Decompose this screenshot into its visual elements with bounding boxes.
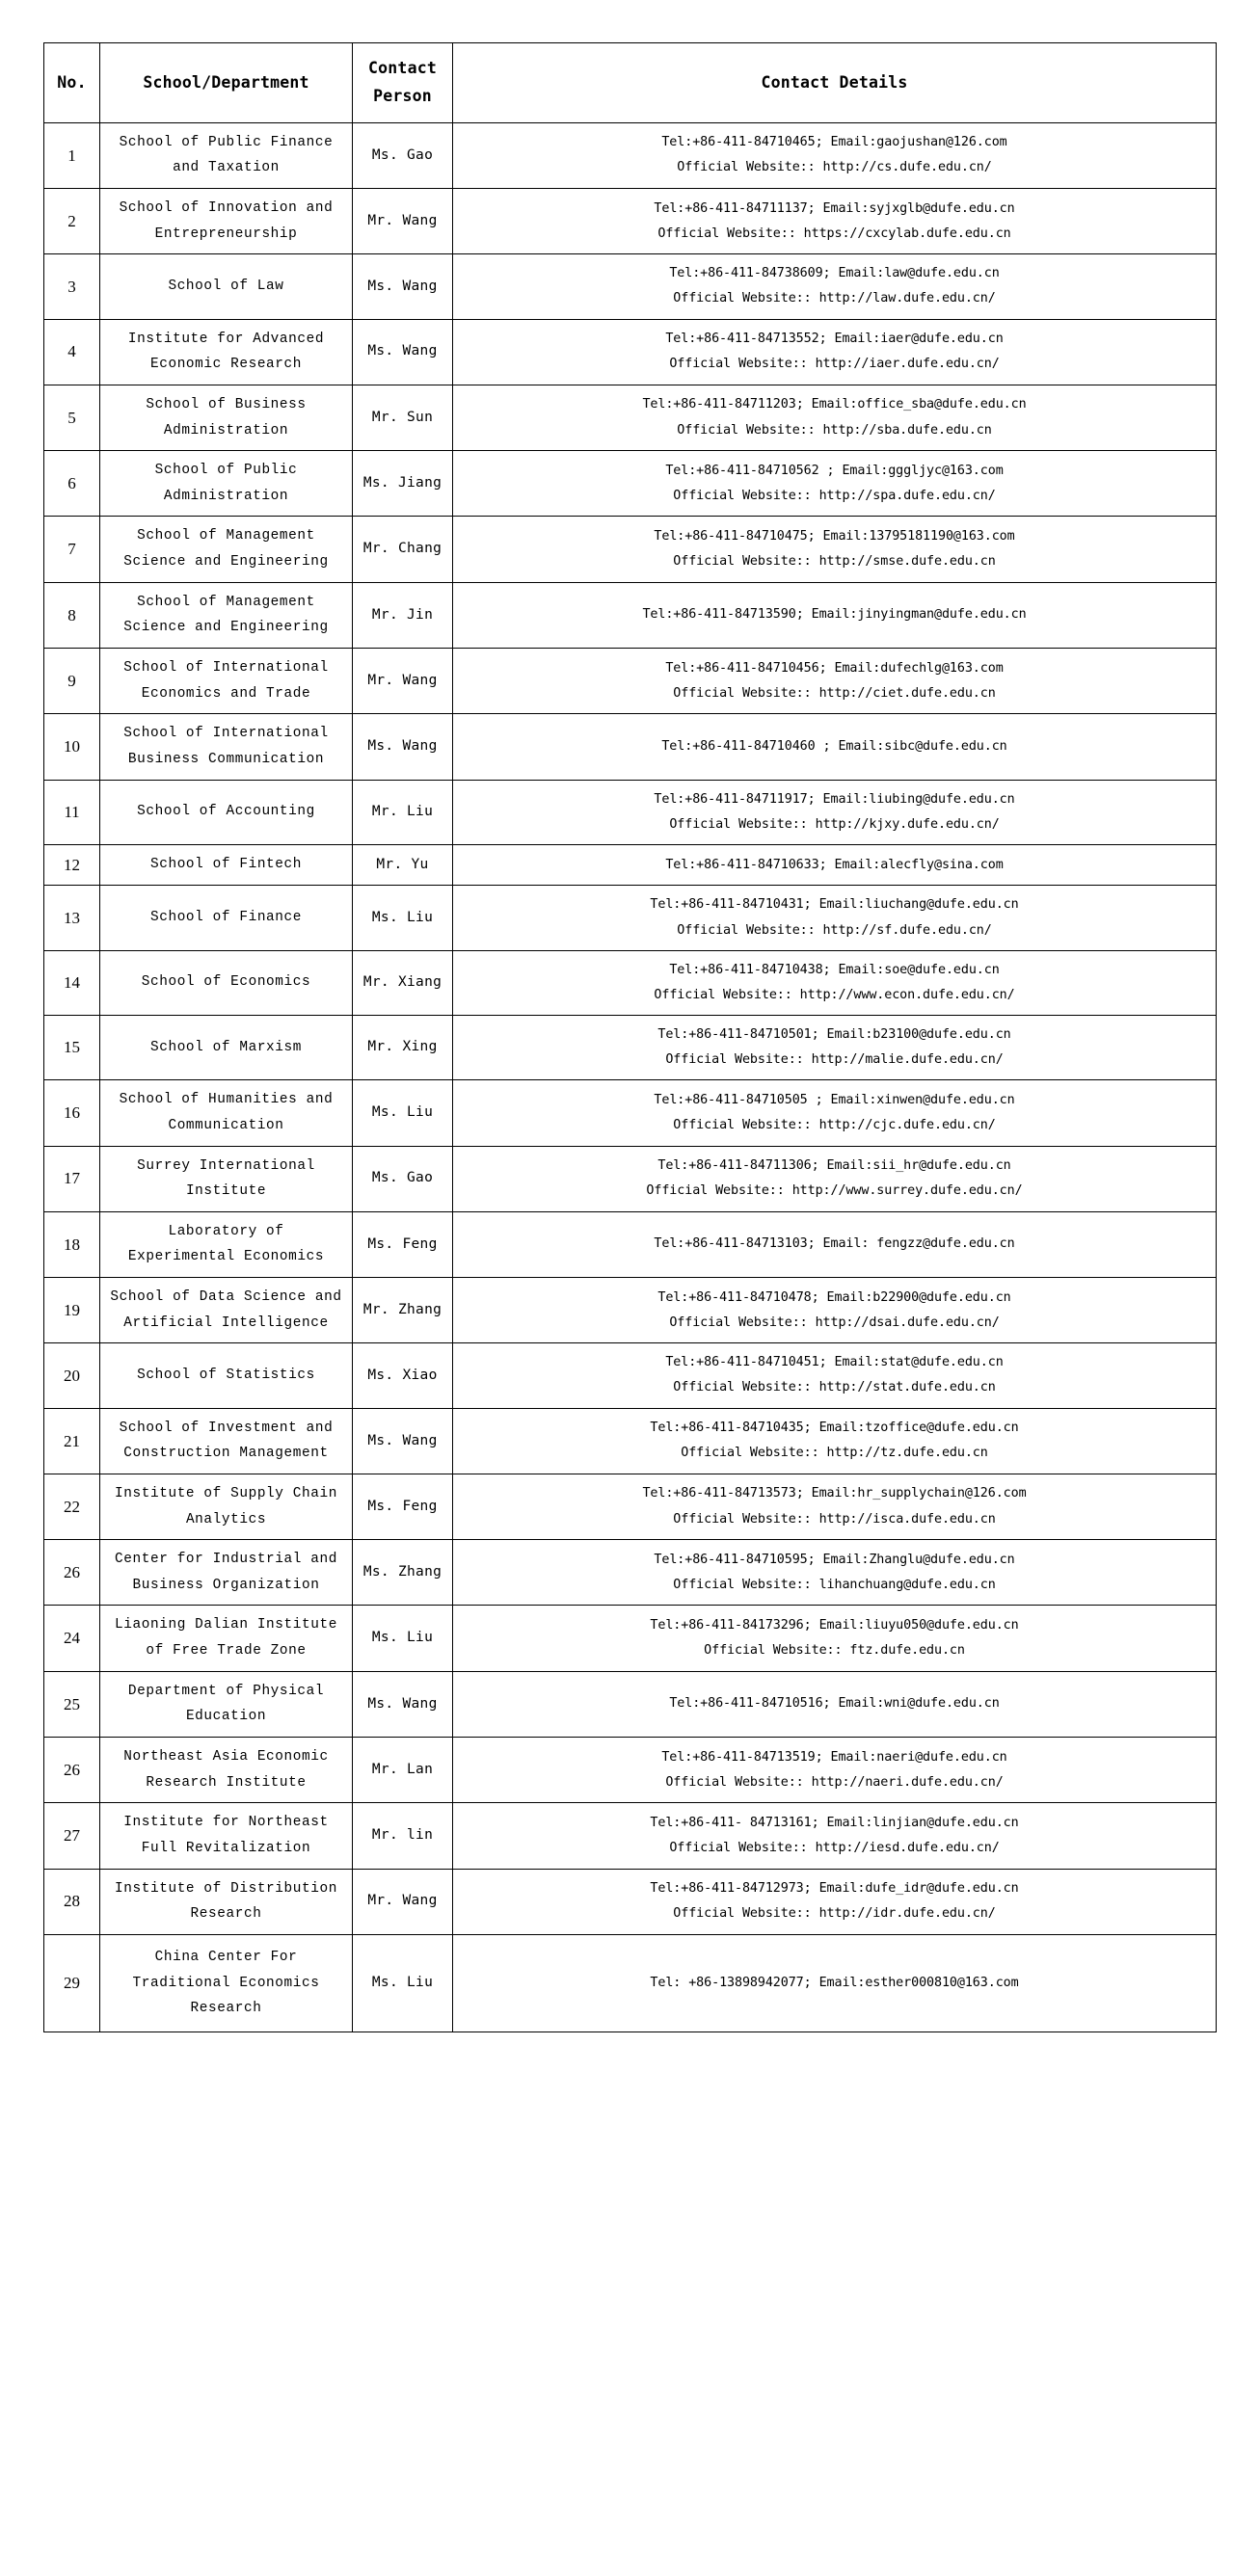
school-department-line: School of Management — [137, 528, 315, 544]
row-number: 1 — [44, 122, 100, 188]
school-department-line: of Free Trade Zone — [146, 1643, 307, 1660]
contact-details-line: Tel:+86-411-84710478; Email:b22900@dufe.edu.cn — [657, 1289, 1011, 1305]
school-department-line: Entrepreneurship — [154, 226, 298, 242]
row-number: 26 — [44, 1540, 100, 1606]
school-department-name — [100, 1540, 353, 1606]
contact-details-line: Official Website:: http://cs.dufe.edu.cn/ — [677, 160, 992, 175]
row-number: 15 — [44, 1015, 100, 1079]
contact-details-line: Official Website:: http://kjxy.dufe.edu.cn/ — [669, 816, 1000, 832]
table-row — [44, 1343, 1217, 1408]
contact-details-line: Tel:+86-411-84711203; Email:office_sba@dufe.edu.cn — [642, 397, 1027, 412]
row-number: 10 — [44, 714, 100, 780]
school-department-name — [100, 1671, 353, 1737]
school-department-line: Construction Management — [123, 1446, 329, 1462]
contact-person-name: Ms. Wang — [353, 254, 453, 319]
table-row — [44, 1869, 1217, 1934]
contact-person-name: Ms. Feng — [353, 1474, 453, 1539]
contact-details — [453, 582, 1217, 648]
school-department-line: Artificial Intelligence — [123, 1315, 329, 1331]
table-row — [44, 1934, 1217, 2032]
row-number: 22 — [44, 1474, 100, 1539]
contact-details — [453, 1540, 1217, 1606]
contact-person-name: Ms. Wang — [353, 714, 453, 780]
contact-person-name: Ms. Liu — [353, 1934, 453, 2032]
school-department-name — [100, 1278, 353, 1343]
school-department-name — [100, 1738, 353, 1803]
table-row — [44, 780, 1217, 844]
contact-person-name: Mr. Jin — [353, 582, 453, 648]
contact-person-name: Ms. Feng — [353, 1211, 453, 1277]
contact-details-line: Tel:+86-411-84713519; Email:naeri@dufe.edu.cn — [661, 1749, 1007, 1765]
row-number: 29 — [44, 1934, 100, 2032]
contact-person-name: Mr. Wang — [353, 189, 453, 254]
school-department-line: Research Institute — [146, 1774, 307, 1791]
school-department-line: School of International — [123, 660, 329, 676]
contact-details-line: Tel:+86-411-84710501; Email:b23100@dufe.edu.cn — [657, 1026, 1011, 1042]
table-row — [44, 649, 1217, 714]
contact-details — [453, 886, 1217, 950]
row-number: 25 — [44, 1671, 100, 1737]
contact-person-name: Mr. Zhang — [353, 1278, 453, 1343]
column-header-no: No. — [44, 43, 100, 123]
row-number: 17 — [44, 1146, 100, 1211]
contact-details-line: Tel:+86-411-84710451; Email:stat@dufe.edu.cn — [665, 1355, 1004, 1370]
row-number: 3 — [44, 254, 100, 319]
contact-details-line: Tel:+86-411-84711137; Email:syjxglb@dufe.edu.cn — [654, 200, 1015, 216]
school-department-line: Research — [190, 2001, 262, 2017]
contact-person-name: Mr. Wang — [353, 649, 453, 714]
school-department-line: Liaoning Dalian Institute — [115, 1617, 337, 1633]
contact-details-line: Official Website:: http://tz.dufe.edu.cn — [681, 1446, 988, 1461]
school-department-name — [100, 1015, 353, 1079]
contact-details — [453, 1211, 1217, 1277]
contact-details — [453, 844, 1217, 886]
contact-details-line: Tel:+86-411-84710595; Email:Zhanglu@dufe.edu.cn — [654, 1552, 1015, 1567]
school-department-line: School of Finance — [149, 910, 302, 926]
table-row — [44, 122, 1217, 188]
contact-details — [453, 1080, 1217, 1146]
contact-details-line: Official Website:: http://cjc.dufe.edu.cn/ — [673, 1117, 996, 1132]
contact-details-line: Official Website:: http://law.dufe.edu.cn/ — [673, 291, 996, 306]
contact-details-line: Official Website:: http://www.econ.dufe.edu.cn/ — [654, 987, 1015, 1002]
school-department-name — [100, 517, 353, 582]
row-number: 6 — [44, 451, 100, 517]
table-row — [44, 886, 1217, 950]
contact-details — [453, 189, 1217, 254]
table-header — [44, 43, 1217, 123]
contact-person-name: Ms. Wang — [353, 1408, 453, 1474]
contact-person-name: Mr. Wang — [353, 1869, 453, 1934]
row-number: 12 — [44, 844, 100, 886]
contact-person-name: Mr. Lan — [353, 1738, 453, 1803]
contact-details-line: Tel:+86-411-84738609; Email:law@dufe.edu.cn — [669, 266, 1000, 281]
table-row — [44, 1278, 1217, 1343]
table-row — [44, 1738, 1217, 1803]
contact-details-line: Official Website:: http://spa.dufe.edu.cn/ — [673, 488, 996, 503]
table-row — [44, 1474, 1217, 1539]
school-department-line: School of Investment and — [119, 1420, 334, 1436]
column-header-contact-person — [353, 43, 453, 123]
row-number: 7 — [44, 517, 100, 582]
column-header-contact-person-line2: Person — [373, 86, 432, 105]
school-department-line: Institute of Supply Chain — [115, 1485, 337, 1501]
contact-details-line: Official Website:: lihanchuang@dufe.edu.cn — [673, 1577, 996, 1592]
school-department-line: School of Business — [146, 396, 307, 412]
column-header-school: School/Department — [100, 43, 353, 123]
school-department-line: Science and Engineering — [123, 554, 329, 571]
contact-details-line: Official Website:: http://dsai.dufe.edu.cn/ — [669, 1315, 1000, 1330]
school-department-line: Center for Industrial and — [115, 1552, 337, 1568]
contact-details — [453, 122, 1217, 188]
school-contact-table — [43, 42, 1217, 2032]
contact-person-name: Ms. Jiang — [353, 451, 453, 517]
contact-details — [453, 254, 1217, 319]
school-department-name — [100, 886, 353, 950]
school-department-name — [100, 714, 353, 780]
table-row — [44, 1803, 1217, 1869]
contact-details-line: Official Website:: http://stat.dufe.edu.cn — [673, 1380, 996, 1395]
school-department-line: School of Public — [154, 463, 298, 479]
contact-details-line: Tel:+86-411-84711917; Email:liubing@dufe.edu.cn — [654, 791, 1015, 807]
contact-details — [453, 950, 1217, 1015]
school-department-line: China Center For — [154, 1949, 298, 1965]
contact-person-name: Ms. Wang — [353, 319, 453, 385]
contact-person-name: Ms. Liu — [353, 1606, 453, 1671]
contact-details-line: Tel:+86-411- 84713161; Email:linjian@dufe.edu.cn — [650, 1815, 1019, 1830]
school-department-name — [100, 582, 353, 648]
school-department-line: Department of Physical — [127, 1683, 325, 1699]
row-number: 4 — [44, 319, 100, 385]
school-department-name — [100, 1606, 353, 1671]
contact-details — [453, 1474, 1217, 1539]
contact-details-line: Official Website:: http://iesd.dufe.edu.cn/ — [669, 1840, 1000, 1855]
contact-person-name: Ms. Zhang — [353, 1540, 453, 1606]
table-row — [44, 254, 1217, 319]
contact-details — [453, 451, 1217, 517]
contact-details-line: Official Website:: https://cxcylab.dufe.edu.cn — [657, 226, 1011, 241]
row-number: 5 — [44, 385, 100, 450]
row-number: 13 — [44, 886, 100, 950]
school-department-line: Research — [190, 1906, 262, 1923]
contact-details — [453, 1015, 1217, 1079]
school-department-name — [100, 1211, 353, 1277]
contact-details-line: Tel:+86-411-84710505 ; Email:xinwen@dufe.edu.cn — [654, 1092, 1015, 1107]
contact-details-line: Tel:+86-411-84710465; Email:gaojushan@126.com — [661, 135, 1007, 150]
contact-person-name: Mr. Sun — [353, 385, 453, 450]
school-department-line: Communication — [168, 1117, 284, 1133]
table-row — [44, 582, 1217, 648]
row-number: 8 — [44, 582, 100, 648]
contact-person-name: Ms. Liu — [353, 1080, 453, 1146]
contact-details — [453, 1869, 1217, 1934]
school-department-name — [100, 1408, 353, 1474]
school-department-line: Northeast Asia Economic — [123, 1749, 329, 1766]
contact-person-name: Mr. Xiang — [353, 950, 453, 1015]
school-department-line: School of Data Science and — [110, 1289, 342, 1306]
contact-details-line: Official Website:: ftz.dufe.edu.cn — [704, 1643, 965, 1659]
school-department-name — [100, 780, 353, 844]
contact-details-line: Tel:+86-411-84710438; Email:soe@dufe.edu.cn — [669, 962, 1000, 977]
row-number: 18 — [44, 1211, 100, 1277]
table-row — [44, 1146, 1217, 1211]
contact-details — [453, 1934, 1217, 2032]
contact-person-name: Mr. Liu — [353, 780, 453, 844]
contact-details-line: Tel:+86-411-84710431; Email:liuchang@dufe.edu.cn — [650, 897, 1019, 913]
contact-details-line: Tel:+86-411-84713552; Email:iaer@dufe.edu.cn — [665, 332, 1004, 347]
row-number: 26 — [44, 1738, 100, 1803]
contact-person-name: Ms. Gao — [353, 122, 453, 188]
contact-details — [453, 714, 1217, 780]
contact-details-line: Official Website:: http://isca.dufe.edu.cn — [673, 1511, 996, 1527]
contact-details-line: Tel:+86-411-84710562 ; Email:gggljyc@163.com — [665, 463, 1004, 478]
contact-details — [453, 1803, 1217, 1869]
school-department-name — [100, 319, 353, 385]
table-body — [44, 122, 1217, 2032]
row-number: 19 — [44, 1278, 100, 1343]
contact-details-line: Tel:+86-411-84710516; Email:wni@dufe.edu.cn — [669, 1696, 1000, 1712]
row-number: 21 — [44, 1408, 100, 1474]
contact-details — [453, 1606, 1217, 1671]
school-department-name — [100, 189, 353, 254]
row-number: 14 — [44, 950, 100, 1015]
contact-details — [453, 1738, 1217, 1803]
school-department-name — [100, 1343, 353, 1408]
contact-details-line: Tel:+86-411-84710475; Email:13795181190@163.com — [654, 528, 1015, 544]
contact-details-line: Tel:+86-411-84710435; Email:tzoffice@dufe.edu.cn — [650, 1421, 1019, 1436]
contact-details-line: Tel:+86-411-84173296; Email:liuyu050@dufe.edu.cn — [650, 1617, 1019, 1633]
school-department-line: Economic Research — [149, 357, 302, 373]
school-department-line: Experimental Economics — [127, 1249, 325, 1265]
row-number: 27 — [44, 1803, 100, 1869]
table-row — [44, 517, 1217, 582]
row-number: 11 — [44, 780, 100, 844]
school-department-line: Economics and Trade — [141, 685, 311, 702]
contact-details — [453, 649, 1217, 714]
table-row — [44, 1211, 1217, 1277]
contact-person-name: Ms. Wang — [353, 1671, 453, 1737]
contact-details-line: Official Website:: http://naeri.dufe.edu.cn/ — [665, 1774, 1004, 1790]
school-department-line: Institute — [185, 1183, 267, 1200]
contact-details-line: Official Website:: http://iaer.dufe.edu.cn/ — [669, 357, 1000, 372]
contact-details-line: Tel:+86-411-84713573; Email:hr_supplychain@126.com — [642, 1486, 1027, 1501]
contact-details-line: Official Website:: http://sba.dufe.edu.cn — [677, 422, 992, 438]
contact-details-line: Tel: +86-13898942077; Email:esther000810@163.com — [650, 1975, 1019, 1990]
school-department-name — [100, 122, 353, 188]
contact-details-line: Tel:+86-411-84713590; Email:jinyingman@dufe.edu.cn — [642, 607, 1027, 623]
contact-details — [453, 1146, 1217, 1211]
school-department-line: and Taxation — [173, 160, 280, 176]
contact-person-name: Ms. Liu — [353, 886, 453, 950]
school-department-line: Education — [185, 1709, 267, 1725]
school-department-line: Traditional Economics — [132, 1975, 320, 1991]
row-number: 9 — [44, 649, 100, 714]
school-department-name — [100, 1869, 353, 1934]
school-department-name — [100, 649, 353, 714]
table-row — [44, 950, 1217, 1015]
contact-details — [453, 1671, 1217, 1737]
school-department-name — [100, 844, 353, 886]
column-header-contact-person-line1: Contact — [368, 59, 437, 77]
school-department-line: School of Marxism — [149, 1039, 302, 1055]
school-department-line: Science and Engineering — [123, 620, 329, 636]
school-department-line: Business Communication — [127, 751, 325, 767]
school-department-name — [100, 451, 353, 517]
table-row — [44, 1540, 1217, 1606]
contact-details — [453, 1343, 1217, 1408]
column-header-contact-details: Contact Details — [453, 43, 1217, 123]
contact-person-name: Mr. Xing — [353, 1015, 453, 1079]
school-department-name — [100, 1934, 353, 2032]
contact-details — [453, 385, 1217, 450]
school-department-name — [100, 1474, 353, 1539]
school-department-line: School of Humanities and — [119, 1092, 334, 1108]
contact-details — [453, 319, 1217, 385]
contact-details-line: Tel:+86-411-84711306; Email:sii_hr@dufe.edu.cn — [657, 1158, 1011, 1173]
contact-details — [453, 517, 1217, 582]
school-department-line: School of Innovation and — [119, 200, 334, 217]
school-department-line: School of International — [123, 726, 329, 742]
school-department-line: School of Public Finance — [119, 134, 334, 150]
school-department-line: Institute for Advanced — [127, 331, 325, 347]
row-number: 16 — [44, 1080, 100, 1146]
contact-details-line: Official Website:: http://ciet.dufe.edu.cn — [673, 685, 996, 701]
contact-details-line: Official Website:: http://www.surrey.dufe.edu.cn/ — [646, 1183, 1023, 1199]
table-row — [44, 714, 1217, 780]
table-row — [44, 1015, 1217, 1079]
contact-details-line: Official Website:: http://idr.dufe.edu.cn/ — [673, 1906, 996, 1922]
contact-details-line: Official Website:: http://smse.dufe.edu.cn — [673, 554, 996, 570]
contact-details-line: Tel:+86-411-84710460 ; Email:sibc@dufe.edu.cn — [661, 738, 1007, 754]
contact-person-name: Mr. Chang — [353, 517, 453, 582]
school-department-name — [100, 1080, 353, 1146]
table-row — [44, 1080, 1217, 1146]
contact-details-line: Tel:+86-411-84712973; Email:dufe_idr@dufe.edu.cn — [650, 1881, 1019, 1897]
school-department-line: Laboratory of — [168, 1223, 284, 1239]
contact-details-line: Official Website:: http://malie.dufe.edu.cn/ — [665, 1052, 1004, 1068]
school-department-line: Institute of Distribution — [115, 1880, 337, 1897]
school-department-line: School of Management — [137, 594, 315, 610]
row-number: 2 — [44, 189, 100, 254]
school-department-line: Analytics — [185, 1511, 267, 1527]
school-department-line: School of Economics — [141, 974, 311, 991]
school-department-name — [100, 385, 353, 450]
table-row — [44, 451, 1217, 517]
school-department-line: Institute for Northeast — [123, 1815, 329, 1831]
contact-details — [453, 780, 1217, 844]
school-department-name — [100, 254, 353, 319]
contact-details-line: Tel:+86-411-84710456; Email:dufechlg@163.com — [665, 660, 1004, 676]
table-header-row — [44, 43, 1217, 123]
school-department-line: School of Law — [168, 279, 284, 295]
contact-person-name: Mr. lin — [353, 1803, 453, 1869]
contact-details — [453, 1278, 1217, 1343]
contact-details — [453, 1408, 1217, 1474]
school-department-line: Business Organization — [132, 1577, 320, 1593]
contact-person-name: Ms. Xiao — [353, 1343, 453, 1408]
row-number: 20 — [44, 1343, 100, 1408]
table-row — [44, 1408, 1217, 1474]
school-department-line: School of Accounting — [137, 804, 315, 820]
school-department-line: Administration — [163, 488, 289, 504]
contact-details-line: Tel:+86-411-84710633; Email:alecfly@sina.com — [665, 857, 1004, 872]
table-row — [44, 319, 1217, 385]
contact-details-line: Tel:+86-411-84713103; Email: fengzz@dufe.edu.cn — [654, 1236, 1015, 1252]
row-number: 28 — [44, 1869, 100, 1934]
contact-person-name: Mr. Yu — [353, 844, 453, 886]
school-department-line: Administration — [163, 422, 289, 438]
table-row — [44, 385, 1217, 450]
contact-details-line: Official Website:: http://sf.dufe.edu.cn/ — [677, 922, 992, 938]
table-row — [44, 1606, 1217, 1671]
school-department-line: School of Fintech — [149, 857, 302, 873]
school-department-name — [100, 1803, 353, 1869]
row-number: 24 — [44, 1606, 100, 1671]
school-department-name — [100, 1146, 353, 1211]
table-row — [44, 189, 1217, 254]
school-department-line: Surrey International — [137, 1157, 315, 1174]
table-row — [44, 844, 1217, 886]
contact-person-name: Ms. Gao — [353, 1146, 453, 1211]
table-row — [44, 1671, 1217, 1737]
school-department-line: School of Statistics — [137, 1368, 315, 1384]
school-department-line: Full Revitalization — [141, 1840, 311, 1856]
school-department-name — [100, 950, 353, 1015]
